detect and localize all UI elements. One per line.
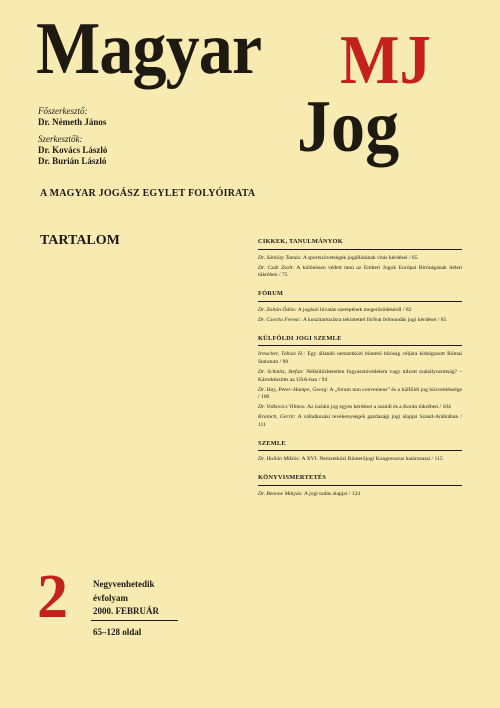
table-of-contents <box>258 238 462 509</box>
toc-entry-title: A koszítartozásra tekintettel fórfeat felmondás jogi kérdései / 85 <box>302 316 447 323</box>
issue-pages: 65–128 oldal <box>93 627 142 637</box>
journal-subtitle: A MAGYAR JOGÁSZ EGYLET FOLYÓIRATA <box>40 188 256 199</box>
toc-entry <box>258 404 462 412</box>
toc-section <box>258 335 462 430</box>
toc-section <box>258 440 462 465</box>
toc-entry-title: A jogi tudás alapjai / 124 <box>304 490 361 497</box>
toc-section <box>258 474 462 499</box>
toc-entry-author: Dr. Czák Zsolt: <box>258 264 295 271</box>
toc-entry-title: A „forum non conveniens” és a külföldi jog közvetítéssége / 100 <box>258 386 462 401</box>
toc-entry <box>258 387 462 403</box>
issue-number: 2 <box>37 563 68 631</box>
contents-title: TARTALOM <box>40 233 120 248</box>
toc-entry-author: Dr. Zoltán Ödön: <box>258 306 297 313</box>
issue-date: 2000. FEBRUÁR <box>93 606 160 616</box>
masthead-title-magyar: Magyar <box>36 8 262 90</box>
toc-entry-title: Egy állandó nemzetközi büntető bíróság céljára kidolgozott Római Statutum / 90 <box>258 351 462 366</box>
chief-editor-label: Főszerkesztő: <box>38 106 88 116</box>
mj-logo: MJ <box>340 22 431 99</box>
toc-entry-title: Nélkülözhetetlen fogyasztóvédelem vagy túlzott szabályozottság? – Kárrekészítés az USA-ban / 94 <box>258 368 462 383</box>
editor-name-1: Dr. Kovács László <box>38 145 108 155</box>
toc-entry-author: Dr. Schmitz, Stefan: <box>258 368 305 375</box>
chief-editor-name: Dr. Németh János <box>38 117 107 127</box>
toc-section-heading: CIKKEK, TANULMÁNYOK <box>258 238 462 250</box>
toc-entry <box>258 317 462 325</box>
toc-section-heading: FÓRUM <box>258 290 462 302</box>
toc-entry <box>258 369 462 385</box>
toc-entry-title: A XVI. Nemzetközi Büntetőjogi Kongresszus határozatai / 115 <box>301 456 443 463</box>
toc-entry-title: A különösen védett tanú az Emberi Jogok Európai Bíróságának ítéleti tükrében / 75 <box>258 264 462 279</box>
issue-divider <box>91 620 178 621</box>
toc-entry <box>258 255 462 263</box>
toc-entry-author: Kranich, Gerrit: <box>258 413 296 420</box>
toc-entry-author: Dr. Benone Mátyás: <box>258 490 303 497</box>
toc-entry <box>258 456 462 464</box>
toc-entry <box>258 307 462 315</box>
issue-info <box>93 578 159 619</box>
editors-label: Szerkesztők: <box>38 134 83 144</box>
toc-entry-title: A jogászi hivatás szerepének megerősödéséről / 82 <box>297 306 412 313</box>
toc-entry <box>258 414 462 430</box>
toc-entry <box>258 491 462 499</box>
issue-volume-ordinal: Negyvenhetedik <box>93 579 155 589</box>
toc-section <box>258 290 462 324</box>
masthead-title-jog: Jog <box>297 86 400 168</box>
toc-entry-author: Dr. Hollán Miklós: <box>258 456 301 463</box>
toc-entry-author: Dr. Csorba Ferenc: <box>258 316 302 323</box>
toc-entry-author: Dr. Hay, Peter–Hampe, Georg: <box>258 386 329 393</box>
toc-section <box>258 238 462 280</box>
toc-entry <box>258 265 462 281</box>
toc-entry <box>258 351 462 367</box>
issue-volume-label: évfolyam <box>93 592 128 603</box>
toc-entry-author: Dr. Volkovics Vilmos: <box>258 404 306 411</box>
toc-section-heading: SZEMLE <box>258 440 462 452</box>
toc-section-heading: KÜLFÖLDI JOGI SZEMLE <box>258 335 462 347</box>
toc-entry-title: A sportszövetségek jogállásának vitás kérdései / 65 <box>302 254 418 261</box>
toc-entry-title: Az iszlám jog egyes kérdései a szaúdi és a Korán tükrében / 104 <box>307 404 451 411</box>
toc-entry-author: Irmscher, Tobias H.: <box>258 351 306 358</box>
toc-section-heading: KÖNYVISMERTETÉS <box>258 474 462 486</box>
toc-entry-title: A vállalkozási tevékenységek gazdasági jogi alapjai Szaúd-Arábiában / 111 <box>258 413 462 428</box>
toc-entry-author: Dr. Sárközy Tamás: <box>258 254 302 261</box>
editor-name-2: Dr. Burián László <box>38 156 107 166</box>
